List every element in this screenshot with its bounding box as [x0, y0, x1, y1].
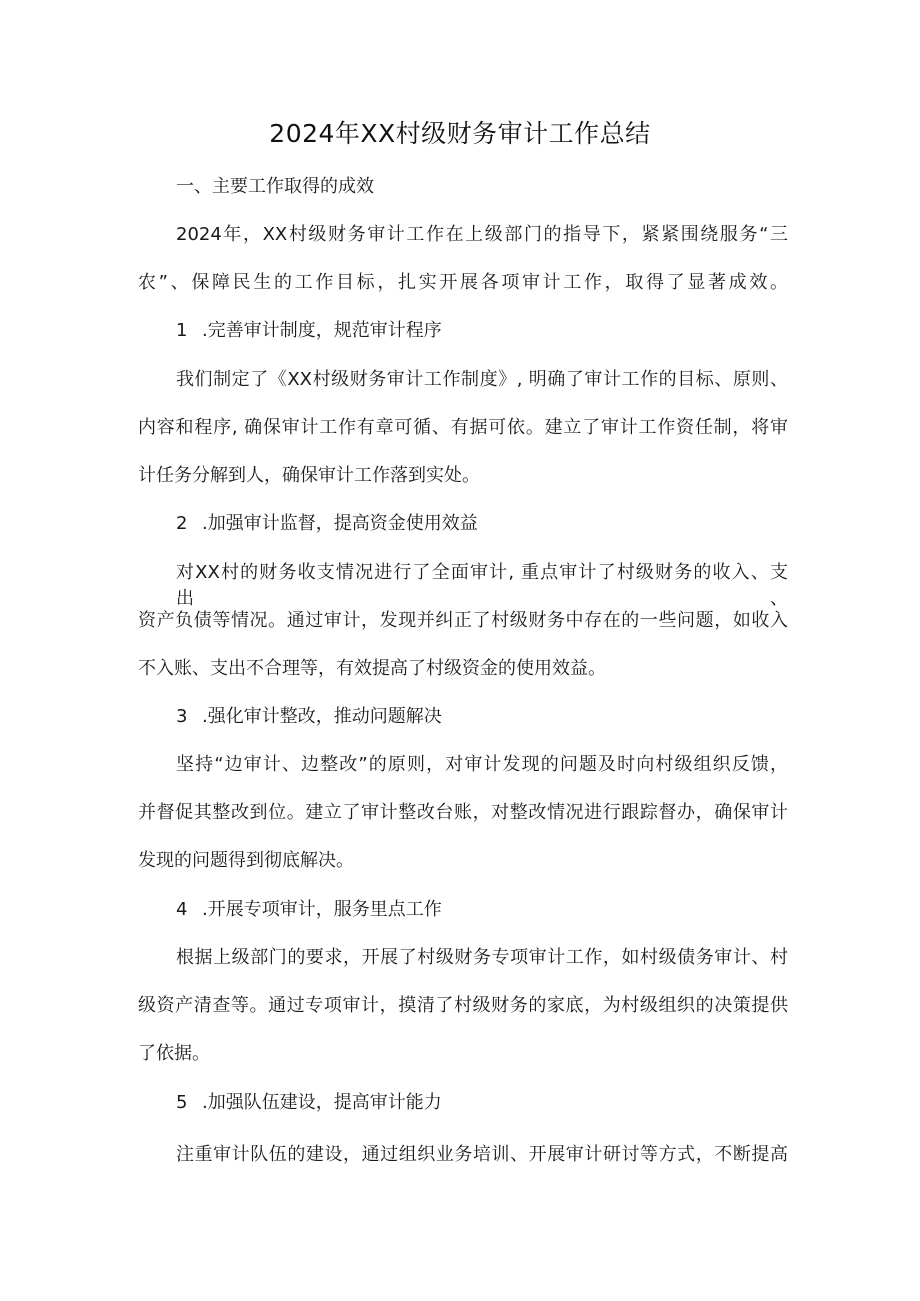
paragraph-line: 农”、保障民生的工作目标，扎实开展各项审计工作，取得了显著成效。 [138, 272, 788, 293]
section-heading: 一、主要工作取得的成效 [176, 176, 374, 197]
subheading-1 [176, 318, 826, 344]
subheading-number: 2 [176, 513, 188, 534]
paragraph-line: 级资产清查等。通过专项审计，摸清了村级财务的家底，为村级组织的决策提供 [138, 995, 788, 1016]
paragraph-line: 注重审计队伍的建设，通过组织业务培训、开展审计研讨等方式，不断提高 [176, 1144, 788, 1165]
paragraph-line: 计任务分解到人，确保审计工作落到实处。 [138, 465, 480, 486]
paragraph-line: 根据上级部门的要求，开展了村级财务专项审计工作，如村级债务审计、村 [176, 947, 788, 968]
paragraph-line: 发现的问题得到彻底解决。 [138, 850, 354, 871]
subheading-2 [176, 511, 826, 537]
subheading-text: .加强审计监督，提高资金使用效益 [202, 513, 478, 534]
subheading-5 [176, 1090, 826, 1116]
document-title: 2024年XX村级财务审计工作总结 [269, 119, 651, 148]
subheading-3 [176, 704, 826, 730]
subheading-number: 1 [176, 320, 188, 341]
paragraph-line: 我们制定了《XX村级财务审计工作制度》, 明确了审计工作的目标、原则、 [176, 369, 788, 390]
paragraph-line: 了依据。 [138, 1043, 210, 1064]
subheading-number: 5 [176, 1092, 188, 1113]
subheading-number: 4 [176, 899, 188, 920]
subheading-text: .完善审计制度，规范审计程序 [202, 320, 442, 341]
subheading-4 [176, 897, 826, 923]
subheading-number: 3 [176, 706, 188, 727]
paragraph-line: 资产负债等情况。通过审计，发现并纠正了村级财务中存在的一些问题，如收入 [138, 610, 788, 631]
subheading-text: .加强队伍建设，提高审计能力 [202, 1092, 442, 1113]
paragraph-line: 对XX村的财务收支情况进行了全面审计, 重点审计了村级财务的收入、支出、 [176, 562, 788, 609]
subheading-text: .开展专项审计，服务里点工作 [202, 899, 442, 920]
subheading-text: .强化审计整改，推动问题解决 [202, 706, 442, 727]
paragraph-line: 并督促其整改到位。建立了审计整改台账，对整改情况进行跟踪督办，确保审计 [138, 802, 788, 823]
paragraph-line: 2024年，XX村级财务审计工作在上级部门的指导下，紧紧围绕服务“三 [176, 224, 788, 245]
paragraph-line: 坚持“边审计、边整改”的原则，对审计发现的问题及时向村级组织反馈， [176, 754, 788, 775]
paragraph-line: 内容和程序, 确保审计工作有章可循、有据可依。建立了审计工作资任制，将审 [138, 417, 788, 438]
paragraph-line: 不入账、支出不合理等，有效提高了村级资金的使用效益。 [138, 658, 606, 679]
